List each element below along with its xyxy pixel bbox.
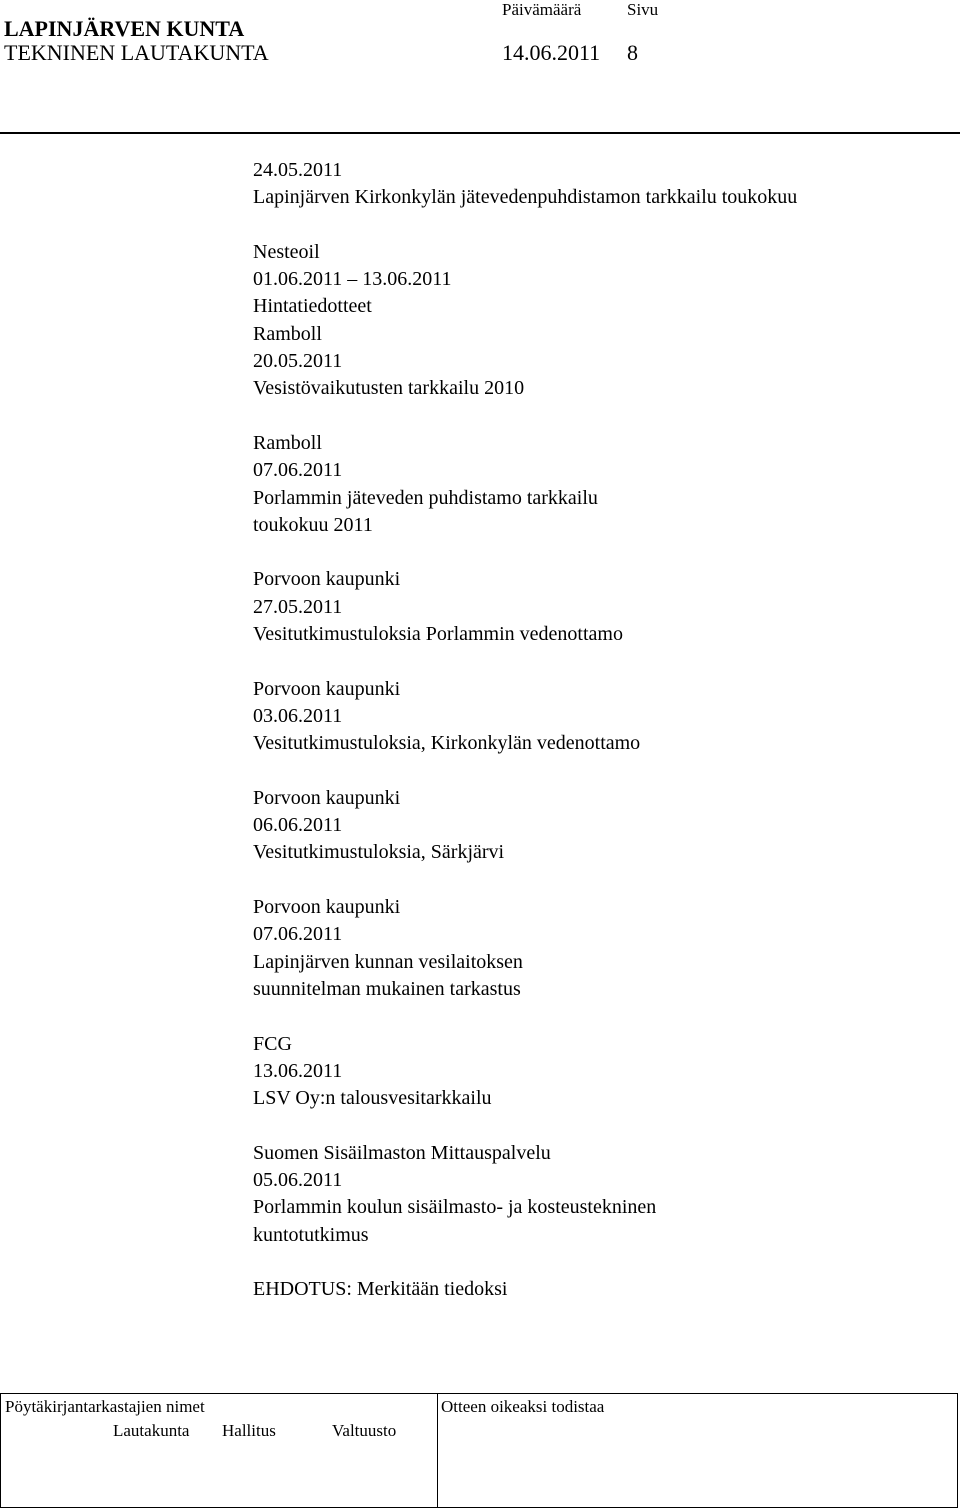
board-name: TEKNINEN LAUTAKUNTA bbox=[4, 40, 269, 65]
entry-line: 07.06.2011 bbox=[253, 459, 343, 482]
entry-line: Porvoon kaupunki bbox=[253, 786, 401, 809]
entry-line: 06.06.2011 bbox=[253, 814, 343, 837]
entry-line: Ramboll bbox=[253, 431, 322, 454]
entry-line: Suomen Sisäilmaston Mittauspalvelu bbox=[253, 1141, 551, 1164]
page-number: 8 bbox=[627, 40, 638, 65]
date-label: Päivämäärä bbox=[502, 0, 582, 19]
body-lautakunta: Lautakunta bbox=[113, 1421, 190, 1440]
body-valtuusto: Valtuusto bbox=[332, 1421, 397, 1440]
entry-line: 13.06.2011 bbox=[253, 1059, 343, 1082]
entry-line: Porlammin koulun sisäilmasto- ja kosteustekninen bbox=[253, 1196, 657, 1219]
entry-line: Vesitutkimustuloksia, Kirkonkylän vedenottamo bbox=[253, 732, 641, 755]
entry-line: FCG bbox=[253, 1032, 292, 1055]
entry-line: Lapinjärven kunnan vesilaitoksen bbox=[253, 950, 523, 973]
certified-label: Otteen oikeaksi todistaa bbox=[441, 1397, 605, 1416]
entry-line: 24.05.2011 bbox=[253, 159, 343, 181]
entry-line: 05.06.2011 bbox=[253, 1168, 343, 1191]
entry-line: 07.06.2011 bbox=[253, 923, 343, 946]
entry-line: 27.05.2011 bbox=[253, 595, 343, 618]
entry-line: Lapinjärven Kirkonkylän jätevedenpuhdistamon tarkkailu toukokuu bbox=[253, 186, 798, 209]
entry-line: Porvoon kaupunki bbox=[253, 568, 401, 591]
entry-line: suunnitelman mukainen tarkastus bbox=[253, 977, 521, 1000]
entry-line: Nesteoil bbox=[253, 240, 320, 263]
entry-line: Porlammin jäteveden puhdistamo tarkkailu bbox=[253, 486, 598, 509]
entry-line: Ramboll bbox=[253, 322, 322, 345]
header-rule bbox=[0, 132, 960, 134]
entry-line: 03.06.2011 bbox=[253, 704, 343, 727]
checkers-label: Pöytäkirjantarkastajien nimet bbox=[5, 1397, 205, 1416]
entry-line: Porvoon kaupunki bbox=[253, 677, 401, 700]
entry-line: Porvoon kaupunki bbox=[253, 896, 401, 919]
correspondence-list bbox=[253, 157, 943, 1303]
signature-box bbox=[0, 1393, 958, 1508]
entry-line: Hintatiedotteet bbox=[253, 295, 372, 318]
entry-line: 20.05.2011 bbox=[253, 350, 343, 373]
entry-line: toukokuu 2011 bbox=[253, 513, 373, 536]
page-label: Sivu bbox=[627, 0, 659, 19]
body-hallitus: Hallitus bbox=[222, 1421, 276, 1440]
entry-line: kuntotutkimus bbox=[253, 1223, 369, 1246]
entry-line: Vesitutkimustuloksia, Särkjärvi bbox=[253, 841, 505, 864]
meeting-date: 14.06.2011 bbox=[502, 40, 601, 65]
proposal-text: EHDOTUS: Merkitään tiedoksi bbox=[253, 1278, 508, 1301]
org-name: LAPINJÄRVEN KUNTA bbox=[4, 16, 245, 41]
entry-line: Vesistövaikutusten tarkkailu 2010 bbox=[253, 377, 525, 400]
entry-line: Vesitutkimustuloksia Porlammin vedenottamo bbox=[253, 623, 623, 646]
signature-box-divider bbox=[437, 1394, 438, 1507]
entry-line: LSV Oy:n talousvesitarkkailu bbox=[253, 1087, 492, 1110]
entry-line: 01.06.2011 – 13.06.2011 bbox=[253, 268, 452, 291]
